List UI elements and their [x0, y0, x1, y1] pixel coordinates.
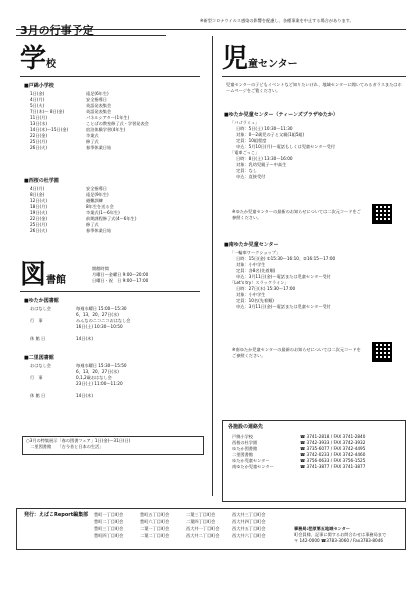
- list-item: 南ゆたか児童センター ☎ 3741-3877 / FAX 3741-3877: [232, 464, 366, 469]
- list-item: 22日(金) 卒業式: [30, 133, 99, 138]
- list-item: 11日(月) パネルシアター(1年生): [30, 115, 130, 120]
- list-item: 16日(土) 10:30～10:50: [76, 324, 123, 329]
- list-item: 8日(金) 遠足(9年生): [30, 192, 109, 197]
- school-heading: [20, 46, 56, 72]
- list-item: 対象：小中学生: [236, 262, 266, 267]
- list-item: 22日(金) 前期課程修了式(4〜6年生): [30, 216, 137, 221]
- school-heading-rule: [20, 76, 200, 77]
- section-head-tobata: ■戸綿小学校: [24, 83, 54, 89]
- feature-text: ○3月の特集展示「春の図書フェア」1日(金)～31日(日) 二里図書館 「古今昔と日本の生活」: [26, 438, 131, 449]
- children-heading-small: 童センター: [248, 59, 298, 70]
- list-item: 西大井一丁目町会: [186, 526, 220, 531]
- title-underline: [16, 35, 166, 36]
- list-item: 5日(火) 英語発表集会: [30, 103, 112, 108]
- list-item: 対象：小中学生: [236, 292, 266, 297]
- page-title: 3月の行事予定: [20, 24, 94, 37]
- list-item: 6，13，20，27日(水): [76, 312, 119, 317]
- footer-office-note: 町会員様、記事に関するお問合わせは事務局まで: [294, 532, 387, 537]
- footer-members: [94, 512, 278, 540]
- list-item: 申込：3月11日(金)〜電話または児童センター受付: [236, 274, 331, 279]
- list-item: 西大井六丁目町会: [232, 533, 266, 538]
- notice-text: ※新型コロナウイルス感染の影響を配慮し、各種事業を中止する場合があります。: [200, 18, 354, 23]
- children-intro: 児童センターの子どもイベントなど知りたいけれ、地域センターに聞いてみるガラスまたはホームページをご覧ください。: [226, 82, 402, 93]
- list-item: 4日(月) 安全指導日: [30, 97, 107, 102]
- list-item: 休 館 日 14日(木): [30, 336, 93, 341]
- list-item: 戸綿小学校 ☎ 3741-2818 / FAX 3741-2840: [232, 434, 366, 439]
- list-item: 西大井四丁目町会: [232, 519, 266, 524]
- minami-center-event: 「一輪車ワークショップ」 日時：15日(金) ①15:30～16:10、②16:15～17:00 対象：小中学生 定員：各8名(先着順) 申込：3月11日(金)〜電話または児童センター受付 「Let's try！スラックライン」 日時：27日(水) 15:30～17:00 対象：小中学生 定員：10名(先着順) 申込：3月11日(金)〜電話または児童センター受付: [230, 250, 336, 309]
- list-item: 13日(水) ことばの教室修了式・学習発表会: [30, 121, 149, 126]
- list-item: 26日(火) 春季休業日始: [30, 145, 112, 150]
- section-head-yutaka-center: ■ゆたか児童センター（ティーンズプラザゆたか）: [224, 112, 338, 118]
- list-item: 対象：乳幼児親子〜中高生: [236, 162, 287, 167]
- minami-qr-note: ※南ゆたか児童センターの最新のお知らせについては二次元コードをご参照ください。: [232, 347, 361, 358]
- contacts-list: [232, 434, 365, 470]
- list-item: 23日(土) 11:00～11:20: [76, 381, 123, 386]
- list-item: 定員：10名(先着順): [236, 298, 274, 303]
- list-item: 定員：なし: [236, 168, 257, 173]
- section-head-yutaka-lib: ■ゆたか図書館: [24, 298, 59, 304]
- footer-office: [294, 526, 386, 544]
- list-item: 19日(火) 卒業式(1〜6年生): [30, 210, 120, 215]
- list-item: 対象：0〜2歳児の子と父親(1組5組): [236, 132, 305, 137]
- list-item: 12日(火) 避難訓練: [30, 198, 103, 203]
- list-item: 行 事 みんなのニコニコおはなし会: [30, 318, 131, 323]
- list-item: 西大井二丁目町会: [186, 533, 220, 538]
- footer-office-name: 事務局:荏原第五地域センター: [294, 526, 350, 531]
- list-item: 二葉二丁目町会: [140, 533, 170, 538]
- list-item: 7日(木)〜 8日(金) 英語発表集会: [30, 109, 112, 114]
- column-divider: [212, 36, 213, 496]
- list-item: 豊町一丁目町会: [94, 512, 124, 517]
- list-item: 18日(月) 8年生を送る会: [30, 204, 114, 209]
- list-item: ゆたか児童センター ☎ 3756-0633 / FAX 3756-1525: [232, 458, 366, 463]
- list-item: 25日(月) 修了式: [30, 139, 99, 144]
- nijo-lib-rows: [30, 363, 127, 399]
- list-item: 定員：10組程度: [236, 138, 267, 143]
- section-head-sakura: ■西桜の杜学園: [24, 178, 59, 184]
- list-item: おはなし会 毎週水曜日 15:00～15:30: [30, 306, 127, 311]
- list-item: 定員：各8名(先着順): [236, 268, 276, 273]
- list-item: 申込：直接受付: [236, 174, 266, 179]
- list-item: 豊町二丁目町会: [94, 519, 124, 524]
- yutaka-lib-rows: [30, 306, 130, 342]
- sakura-events: [30, 186, 136, 234]
- contacts-heading: 各施設の連絡先: [228, 424, 264, 430]
- list-item: 西桜の杜学園 ☎ 3742-3933 / FAX 3742-3932: [232, 440, 366, 445]
- list-item: 日時：5日(土) 10:30～11:30: [236, 126, 293, 131]
- library-heading-big: 図: [20, 260, 47, 290]
- list-item: おはなし会 毎週水曜日 15:30～15:50: [30, 363, 127, 368]
- hours-label: 開館時間: [92, 266, 109, 271]
- list-item: 休 館 日 14日(木): [30, 393, 93, 398]
- children-heading-rule: [222, 76, 406, 77]
- footer-office-phone: 〒 142-0000 ☎3783-3060 / Fax3783-8046: [294, 538, 384, 543]
- list-item: 二葉三丁目町会: [186, 512, 216, 517]
- list-item: 行 事 0,1,2歳おはなし会: [30, 375, 112, 380]
- school-heading-big: 学: [20, 44, 47, 74]
- list-item: 申込：3月11日(金)〜電話または児童センター受付: [236, 304, 331, 309]
- list-item: 西大井五丁目町会: [232, 526, 266, 531]
- list-item: 日時：27日(水) 15:30～17:00: [236, 286, 296, 291]
- list-item: 二里図書館 ☎ 3742-0233 / FAX 3742-4460: [232, 452, 366, 457]
- library-heading-rule: [20, 291, 200, 292]
- list-item: 1日(金) 遠足(6年生): [30, 91, 109, 96]
- qr-code-icon[interactable]: [372, 342, 392, 362]
- list-item: 4日(月) 安全指導日: [30, 186, 107, 191]
- list-item: 日時：15日(金) ①15:30～16:10、②16:15～17:00: [236, 256, 336, 261]
- qr-code-icon[interactable]: [372, 204, 392, 224]
- list-item: 25日(月) 修了式: [30, 222, 99, 227]
- footer-publisher: 発行：えばこReport編集部: [24, 512, 89, 518]
- list-item: 二葉一丁目町会: [140, 526, 170, 531]
- children-heading-big: 児: [222, 44, 249, 74]
- list-item: 西大井三丁目町会: [232, 512, 266, 517]
- library-hours: [92, 266, 148, 284]
- list-item: 豊町三丁目町会: [94, 526, 124, 531]
- section-head-minami-center: ■南ゆたか児童センター: [224, 242, 279, 248]
- list-item: 豊町四丁目町会: [94, 533, 124, 538]
- school-heading-small: 校: [46, 59, 57, 70]
- library-heading: [20, 262, 66, 288]
- list-item: 豊町六丁目町会: [140, 519, 170, 524]
- list-item: 豊町五丁目町会: [140, 512, 170, 517]
- yutaka-center-event: 「バゴラミュ」 日時：5日(土) 10:30～11:30 対象：0〜2歳児の子と父親(1組5組) 定員：10組程度 申込：5月10日(月)〜電話もしくは児童センター受付 「電車ごっこ」 日時：8日(土) 13:30～16:00 対象：乳幼児親子〜中高生 定員：なし 申込：直接受付: [230, 120, 336, 179]
- hours-weekend: 日曜日・祝 日 9:00～17:00: [92, 278, 149, 283]
- list-item: 6，13，20，27日(水): [76, 369, 119, 374]
- yutaka-qr-note: ※ゆたか児童センターの最新のお知らせについては二次元コードをご参照ください。: [232, 209, 361, 220]
- tobata-events: [30, 91, 149, 151]
- list-item: 二葉四丁目町会: [186, 519, 216, 524]
- list-item: 申込：5月10日(月)〜電話もしくは児童センター受付: [236, 144, 336, 149]
- list-item: ゆたか図書館 ☎ 3735-6077 / FAX 3742-4495: [232, 446, 366, 451]
- list-item: 26日(火) 春季休業日始: [30, 228, 112, 233]
- hours-weekday: 月曜日～金曜日 9:00～20:00: [92, 272, 149, 277]
- library-heading-small: 書館: [46, 275, 67, 286]
- children-heading: [222, 46, 298, 72]
- list-item: 14日(木)〜15日(金) 宿泊体験学習(4年生): [30, 127, 126, 132]
- list-item: 日時：8日(土) 13:30～16:00: [236, 156, 293, 161]
- section-head-nijo-lib: ■二里図書館: [24, 355, 54, 361]
